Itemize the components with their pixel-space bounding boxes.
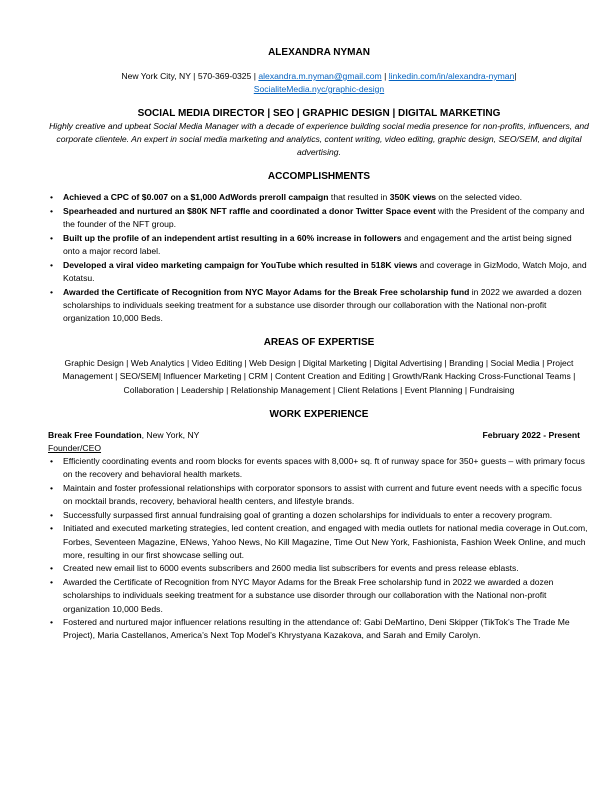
bullet-icon: • [50, 577, 54, 588]
bullet-icon: • [50, 286, 54, 297]
list-item: • Achieved a CPC of $0.007 on a $1,000 AdWords preroll campaign that resulted in 350K views on the selected video. [48, 191, 590, 204]
separator: | [251, 71, 259, 81]
accomplishments-list [48, 191, 590, 325]
phone: 570-369-0325 [197, 71, 252, 81]
bullet-icon: • [50, 232, 54, 243]
bullet-icon: • [50, 523, 54, 534]
candidate-name: ALEXANDRA NYMAN [268, 47, 370, 58]
list-item: • Created new email list to 6000 events subscribers and 2600 media list subscribers for events and press release eblasts. [48, 562, 590, 575]
list-item: • Initiated and executed marketing strategies, led content creation, and engaged with media outlets for national media coverage in Out.com, Forbes, Seventeen Magazine, ENews, Yahoo News, No Kill Magazine, Time Out New York, Fashionista, Fashion Week Online, and much more, resulting in our first showcase selling out. [50, 523, 588, 560]
job-bullets [48, 455, 590, 643]
list-item: • Fostered and nurtured major influencer relations resulting in the attendance of: Gabi DeMartino, Deni Skipper (TikTok’s The Trade Me Project), Maria Castellanos, America’s Next Top Model’s Khrystyana Kazakova, and Sarah and Emily Carolyn. [50, 617, 570, 641]
section-title-accomplishments: ACCOMPLISHMENTS [267, 171, 371, 183]
professional-summary: Highly creative and upbeat Social Media Manager with a decade of experience building social media presence for non-profits, influencers, and corporate clientele. An expert in social media marketing and analytics, content writing, video editing, graphic design, SEO/SEM, and digital advertising. [49, 120, 589, 157]
list-item: • Built up the profile of an independent artist resulting in a 60% increase in followers and engagement and the artist being signed onto a major record label. [50, 232, 572, 257]
job-company-line [48, 429, 199, 442]
bullet-icon: • [50, 455, 54, 466]
separator: | [381, 71, 389, 81]
job-dates: February 2022 - Present [482, 429, 580, 440]
company-name: Break Free Foundation [48, 429, 142, 440]
linkedin-link[interactable]: linkedin.com/in/alexandra-nyman [388, 71, 515, 81]
location: New York City, NY [121, 71, 191, 81]
bullet-icon: • [50, 563, 54, 574]
contact-line [48, 70, 590, 96]
headline: SOCIAL MEDIA DIRECTOR | SEO | GRAPHIC DESIGN | DIGITAL MARKETING [137, 107, 501, 119]
section-title-experience: WORK EXPERIENCE [269, 408, 369, 420]
separator: | [514, 71, 517, 81]
expertise-list: Graphic Design | Web Analytics | Video Editing | Web Design | Digital Marketing | Digital Advertising | Branding | Social Media | Project Management | SEO/SEM| Influencer Marketing | CRM | Content Creation and Editing | Growth/Rank Hacking Cross-Functional Teams | Collaboration | Leadership | Relationship Management | Client Relations | Event Planning | Fundraising [62, 358, 576, 395]
list-item: • Developed a viral video marketing campaign for YouTube which resulted in 518K views and coverage in GizModo, Watch Mojo, and Kotatsu. [50, 259, 587, 283]
job-role: Founder/CEO [48, 442, 102, 453]
list-item: • Efficiently coordinating events and room blocks for events spaces with 8,000+ sq. ft of runway space for 350+ guests – with primary focus on the recovery and behavioral health markets. [50, 455, 585, 480]
bullet-icon: • [50, 617, 54, 628]
list-item: • Awarded the Certificate of Recognition from NYC Mayor Adams for the Break Free scholarship fund in 2022 we awarded a dozen scholarships to individuals seeking treatment for a substance use disorder through our collaboration with the National non-profit organization 10,000 Beds. [50, 286, 582, 324]
separator: | [190, 71, 198, 81]
resume-page [48, 46, 590, 643]
job-entry [48, 429, 590, 643]
email-link[interactable]: alexandra.m.nyman@gmail.com [258, 71, 382, 81]
list-item: • Spearheaded and nurtured an $80K NFT raffle and coordinated a donor Twitter Space event with the President of the company and the founder of the NFT group. [50, 205, 585, 230]
company-location: , New York, NY [141, 429, 200, 440]
bullet-icon: • [50, 509, 54, 520]
section-title-expertise: AREAS OF EXPERTISE [263, 337, 375, 349]
portfolio-link[interactable]: SocialiteMedia.nyc/graphic-design [253, 83, 385, 94]
bullet-icon: • [50, 192, 54, 203]
bullet-icon: • [50, 259, 54, 270]
bullet-icon: • [50, 205, 54, 216]
list-item: • Awarded the Certificate of Recognition from NYC Mayor Adams for the Break Free scholarship fund in 2022 we awarded a dozen scholarships to individuals seeking treatment for a substance use disorder through our collaboration with the National non-profit organization 10,000 Beds. [50, 577, 554, 614]
bullet-icon: • [50, 482, 54, 493]
list-item: • Successfully surpassed first annual fundraising goal of granting a dozen scholarships for individuals to enter a recovery program. [48, 509, 590, 522]
list-item: • Maintain and foster professional relationships with corporator sponsors to assist with current and future event needs with a specific focus on mocktail brands, recovery, behavioral health centers, and lifestyle brands. [50, 482, 582, 506]
job-header [48, 429, 590, 442]
